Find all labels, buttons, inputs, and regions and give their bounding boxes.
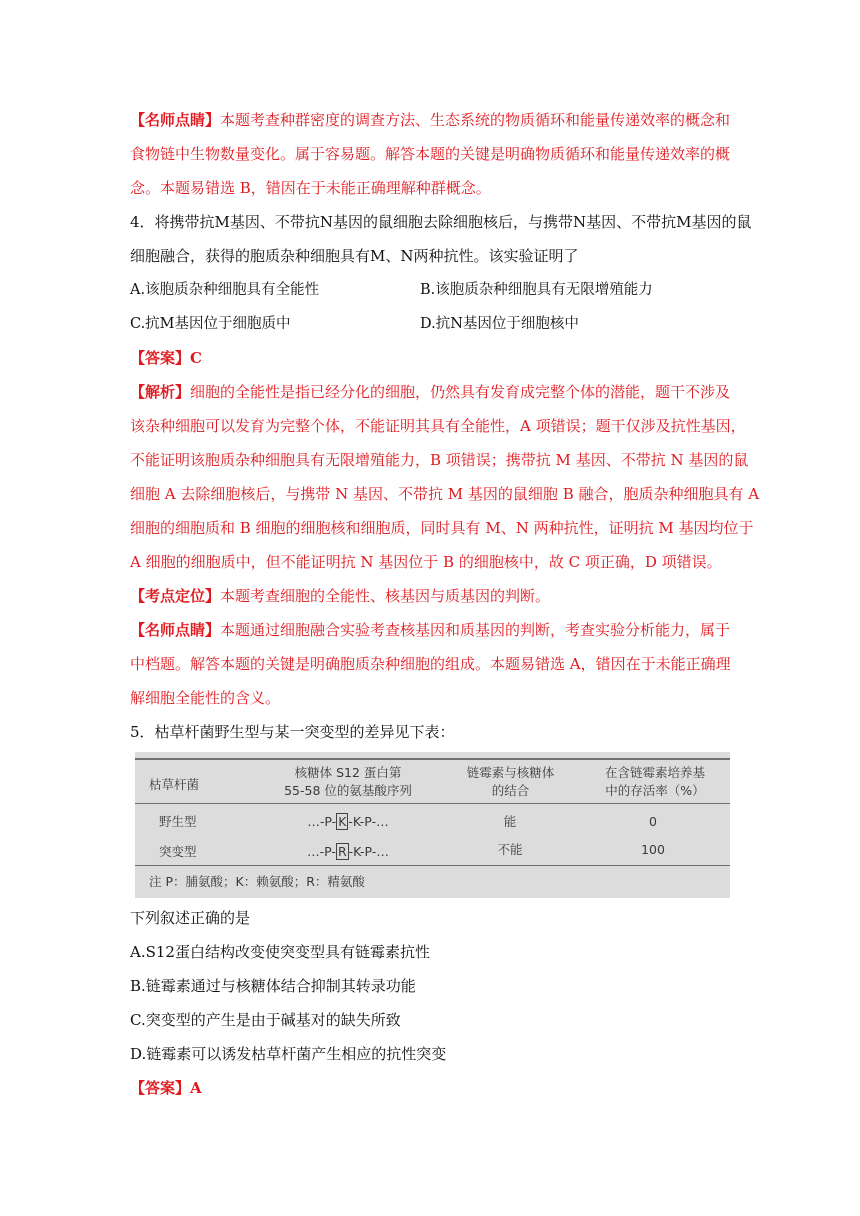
analysis-text: 细胞的全能性是指已经分化的细胞，仍然具有发育成完整个体的潜能，题干不涉及 [190, 383, 731, 401]
q5-option-c: C.突变型的产生是由于碱基对的缺失所致 [130, 1011, 401, 1029]
q4-tip-text: 本题通过细胞融合实验考查核基因和质基因的判断，考查实验分析能力，属于 [220, 621, 731, 639]
table-header-s12-2: 55-58 位的氨基酸序列 [284, 783, 412, 798]
tip-paragraph-line-2: 食物链中生物数量变化。属于容易题。解答本题的关键是明确物质循环和能量传递效率的概 [130, 145, 731, 163]
seq-boxed-residue: R [337, 844, 347, 859]
analysis-tag: 【解析】 [130, 383, 191, 401]
row-wild-sequence [283, 814, 413, 830]
q4-answer: 【答案】C [130, 349, 202, 367]
q4-tip-line-3: 解细胞全能性的含义。 [130, 689, 281, 707]
q5-option-d: D.链霉素可以诱发枯草杆菌产生相应的抗性突变 [130, 1045, 447, 1063]
q4-analysis-line-2: 该杂种细胞可以发育为完整个体，不能证明其具有全能性，A 项错误；题干仅涉及抗性基因， [130, 417, 746, 435]
q4-analysis-line-1 [130, 381, 730, 403]
table-header-survival-1: 在含链霉素培养基 [604, 765, 705, 780]
q4-option-b: B.该胞质杂种细胞具有无限增殖能力 [420, 282, 653, 298]
q4-option-d: D.抗N基因位于细胞核中 [420, 316, 579, 332]
q4-analysis-line-5: 细胞的细胞质和 B 细胞的细胞核和细胞质，同时具有 M、N 两种抗性，证明抗 M 基因均位于 [130, 519, 754, 537]
seq-post: -K-P-… [348, 844, 389, 859]
table-top-rule [135, 758, 730, 760]
row-wild-binding: 能 [503, 814, 517, 829]
row-wild-name: 野生型 [159, 814, 197, 829]
q4-analysis-line-4: 细胞 A 去除细胞核后，与携带 N 基因、不带抗 M 基因的鼠细胞 B 融合，胞质杂种细胞具有 A [130, 485, 760, 503]
q5-table-photo [135, 752, 730, 898]
seq-boxed-residue: K [338, 814, 347, 829]
q5-stem: 5．枯草杆菌野生型与某一突变型的差异见下表： [130, 723, 455, 741]
table-bottom-rule [135, 865, 730, 866]
q4-option-a: A.该胞质杂种细胞具有全能性 [130, 282, 320, 298]
q4-tip-tag: 【名师点睛】 [130, 621, 221, 639]
q5-answer: 【答案】A [130, 1079, 202, 1097]
row-mutant-sequence [283, 844, 413, 860]
tip-tag: 【名师点睛】 [130, 111, 221, 129]
tip-paragraph-line-1 [130, 109, 730, 131]
q4-kaodian [130, 585, 550, 607]
q4-stem-line-1: 4．将携带抗M基因、不带抗N基因的鼠细胞去除细胞核后，与携带N基因、不带抗M基因的鼠 [130, 213, 752, 231]
q5-option-b: B.链霉素通过与核糖体结合抑制其转录功能 [130, 977, 416, 995]
q4-tip-line-2: 中档题。解答本题的关键是明确胞质杂种细胞的组成。本题易错选 A，错因在于未能正确理 [130, 655, 731, 673]
q5-prompt: 下列叙述正确的是 [130, 909, 251, 927]
row-mutant-binding: 不能 [497, 842, 523, 857]
table-note: 注 P：脯氨酸；K：赖氨酸；R：精氨酸 [149, 874, 365, 889]
q4-analysis-line-3: 不能证明该胞质杂种细胞具有无限增殖能力，B 项错误；携带抗 M 基因、不带抗 N 基因的鼠 [130, 451, 749, 469]
q5-option-a: A.S12蛋白结构改变使突变型具有链霉素抗性 [130, 943, 430, 961]
row-wild-rate: 0 [649, 814, 657, 829]
q4-tip-line-1 [130, 619, 730, 641]
kaodian-text: 本题考查细胞的全能性、核基因与质基因的判断。 [220, 587, 551, 605]
kaodian-tag: 【考点定位】 [130, 587, 221, 605]
q4-option-c: C.抗M基因位于细胞质中 [130, 316, 291, 332]
table-header-rule [135, 803, 730, 804]
row-mutant-rate: 100 [641, 842, 665, 857]
seq-post: -K-P-… [348, 814, 389, 829]
seq-pre: …-P- [307, 844, 336, 859]
tip-paragraph-line-3: 念。本题易错选 B，错因在于未能正确理解种群概念。 [130, 179, 491, 197]
row-mutant-name: 突变型 [159, 844, 197, 859]
table-header-survival-2: 中的存活率（%） [605, 783, 705, 798]
tip-text: 本题考查种群密度的调查方法、生态系统的物质循环和能量传递效率的概念和 [220, 111, 731, 129]
table-header-binding-1: 链霉素与核糖体 [466, 765, 555, 780]
table-header-strain: 枯草杆菌 [149, 777, 200, 792]
table-header-binding-2: 的结合 [491, 783, 530, 798]
q4-stem-line-2: 细胞融合，获得的胞质杂种细胞具有M、N两种抗性。该实验证明了 [130, 247, 579, 265]
table-header-s12-1: 核糖体 S12 蛋白第 [294, 765, 402, 780]
q4-analysis-line-6: A 细胞的细胞质中，但不能证明抗 N 基因位于 B 的细胞核中，故 C 项正确，D 项错误。 [130, 553, 722, 571]
seq-pre: …-P- [307, 814, 337, 829]
